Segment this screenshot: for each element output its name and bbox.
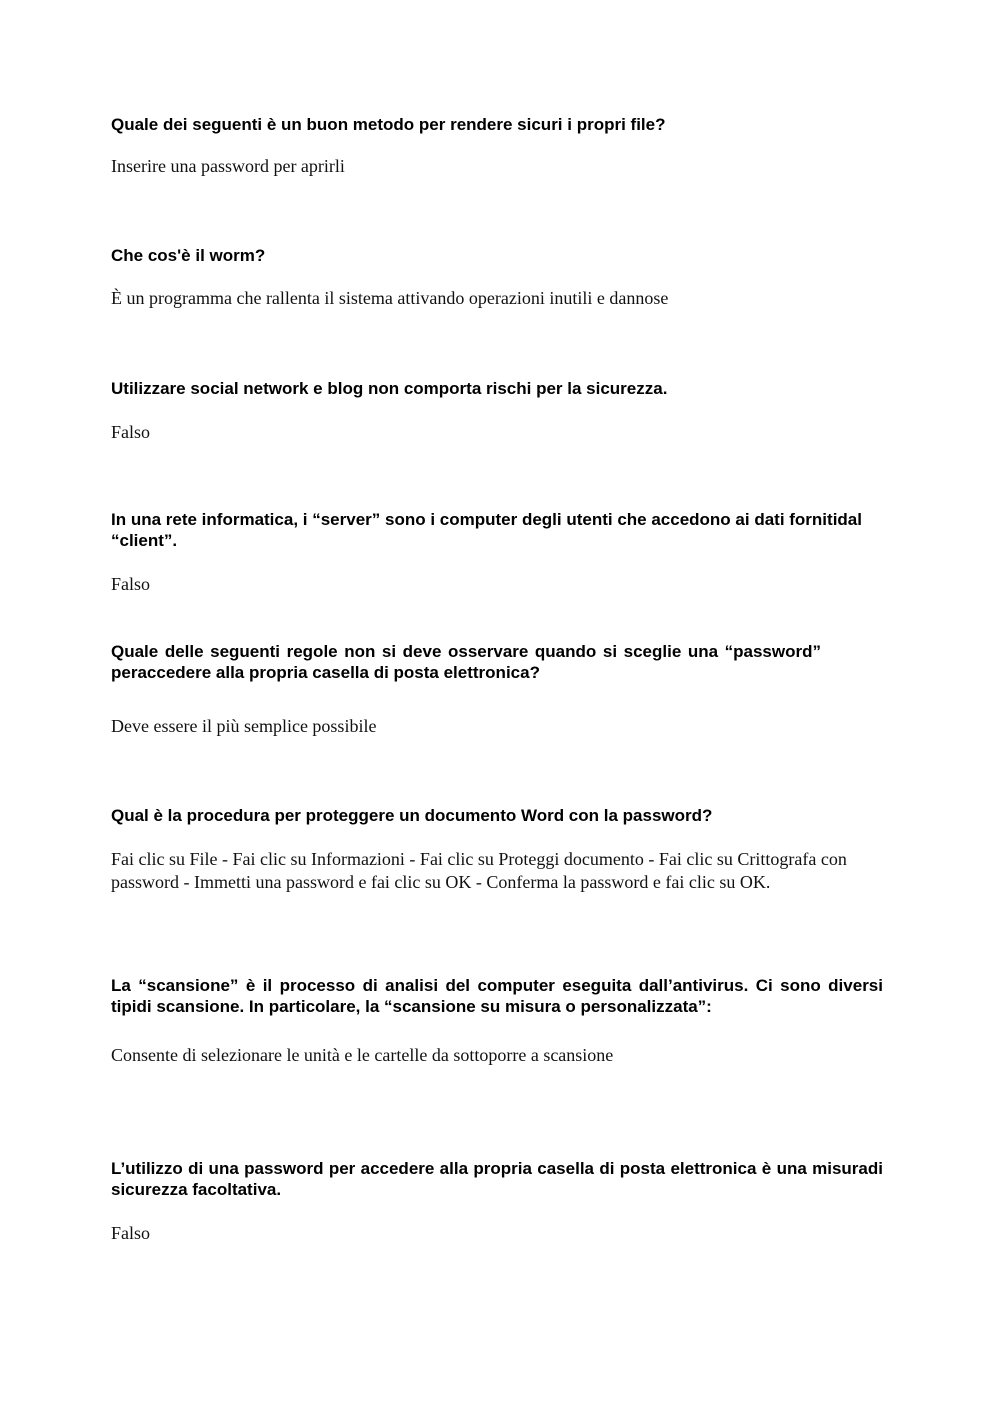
question-2: Che cos'è il worm? [111, 246, 266, 265]
question-7: La “scansione” è il processo di analisi del computer eseguita dall’antivirus. Ci sono diversi tipidi scansione. In particolare, la “scansione su misura o personalizzata”: [111, 976, 883, 1016]
question-1: Quale dei seguenti è un buon metodo per rendere sicuri i propri file? [111, 115, 666, 134]
question-4: In una rete informatica, i “server” sono i computer degli utenti che accedono ai dati fornitidal “client”. [111, 510, 862, 550]
question-6: Qual è la procedura per proteggere un documento Word con la password? [111, 806, 713, 825]
answer-3: Falso [111, 422, 151, 442]
answer-7: Consente di selezionare le unità e le cartelle da sottoporre a scansione [111, 1045, 614, 1065]
question-3: Utilizzare social network e blog non comporta rischi per la sicurezza. [111, 379, 668, 398]
answer-2: È un programma che rallenta il sistema attivando operazioni inutili e dannose [111, 288, 669, 308]
answer-4: Falso [111, 574, 151, 594]
question-5: Quale delle seguenti regole non si deve osservare quando si sceglie una “password” peraccedere alla propria casella di posta elettronica? [111, 642, 821, 682]
answer-6: Fai clic su File - Fai clic su Informazioni - Fai clic su Proteggi documento - Fai clic su Crittografa con password - Immetti una password e fai clic su OK - Conferma la password e fai clic su OK. [111, 849, 847, 892]
answer-1: Inserire una password per aprirli [111, 156, 345, 176]
answer-5: Deve essere il più semplice possibile [111, 716, 377, 736]
answer-8: Falso [111, 1223, 151, 1243]
question-8: L’utilizzo di una password per accedere alla propria casella di posta elettronica è una misuradi sicurezza facoltativa. [111, 1159, 883, 1199]
